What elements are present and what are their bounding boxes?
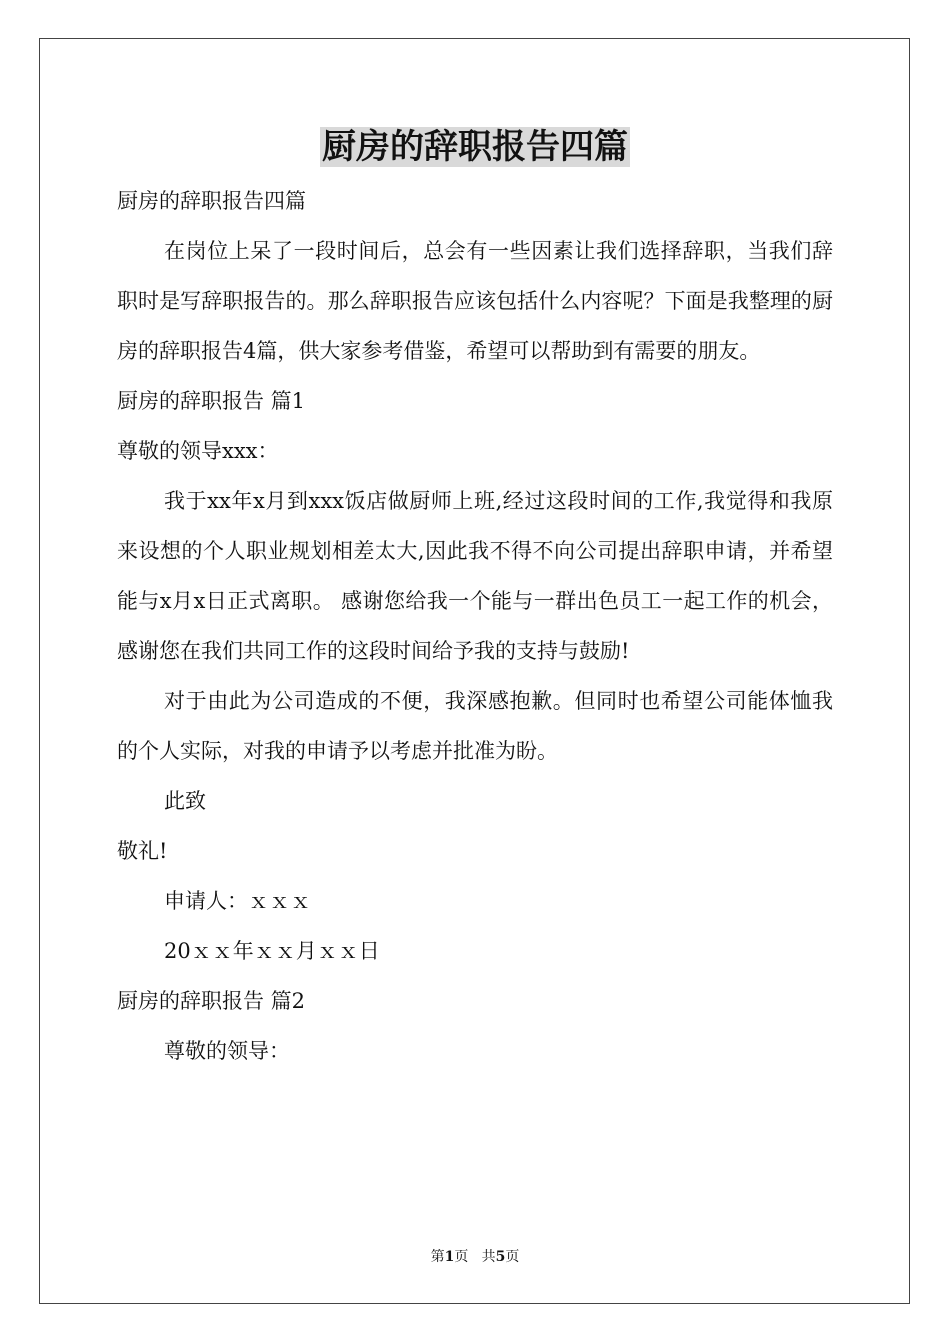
document-title (0, 124, 950, 170)
closing-line: 此致 (164, 789, 206, 813)
document-body (117, 176, 833, 1076)
footer-total-label: 页 (505, 1249, 520, 1265)
salutation: 尊敬的领导xxx： (117, 439, 279, 463)
page-footer (0, 1247, 950, 1267)
footer-page-prefix: 第 (430, 1249, 445, 1265)
date-line: 20ｘｘ年ｘｘ月ｘｘ日 (164, 939, 380, 963)
section-heading: 厨房的辞职报告 篇2 (117, 989, 306, 1013)
body-paragraph: 对于由此为公司造成的不便，我深感抱歉。但同时也希望公司能体恤我的个人实际，对我的申请予以考虑并批准为盼。 (117, 689, 833, 763)
footer-total-prefix: 共 (481, 1249, 496, 1265)
body-paragraph: 厨房的辞职报告四篇 (117, 189, 306, 213)
document-title-text: 厨房的辞职报告四篇 (322, 127, 628, 167)
section-heading: 厨房的辞职报告 篇1 (117, 389, 306, 413)
body-paragraph: 在岗位上呆了一段时间后，总会有一些因素让我们选择辞职，当我们辞职时是写辞职报告的。那么辞职报告应该包括什么内容呢？下面是我整理的厨房的辞职报告4篇，供大家参考借鉴，希望可以帮助到有需要的朋友。 (117, 239, 833, 363)
closing-regards: 敬礼! (117, 839, 168, 863)
body-paragraph: 我于xx年x月到xxx饭店做厨师上班,经过这段时间的工作,我觉得和我原来设想的个人职业规划相差太大,因此我不得不向公司提出辞职申请，并希望能与x月x日正式离职。 感谢您给我一个能与一群出色员工一起工作的机会，感谢您在我们共同工作的这段时间给予我的支持与鼓励! (117, 489, 833, 663)
salutation: 尊敬的领导： (164, 1039, 290, 1063)
applicant-line: 申请人：ｘｘｘ (164, 889, 311, 913)
footer-page-current: 1 (444, 1249, 455, 1265)
footer-page-total: 5 (495, 1249, 506, 1265)
footer-page-label: 页 (454, 1249, 469, 1265)
